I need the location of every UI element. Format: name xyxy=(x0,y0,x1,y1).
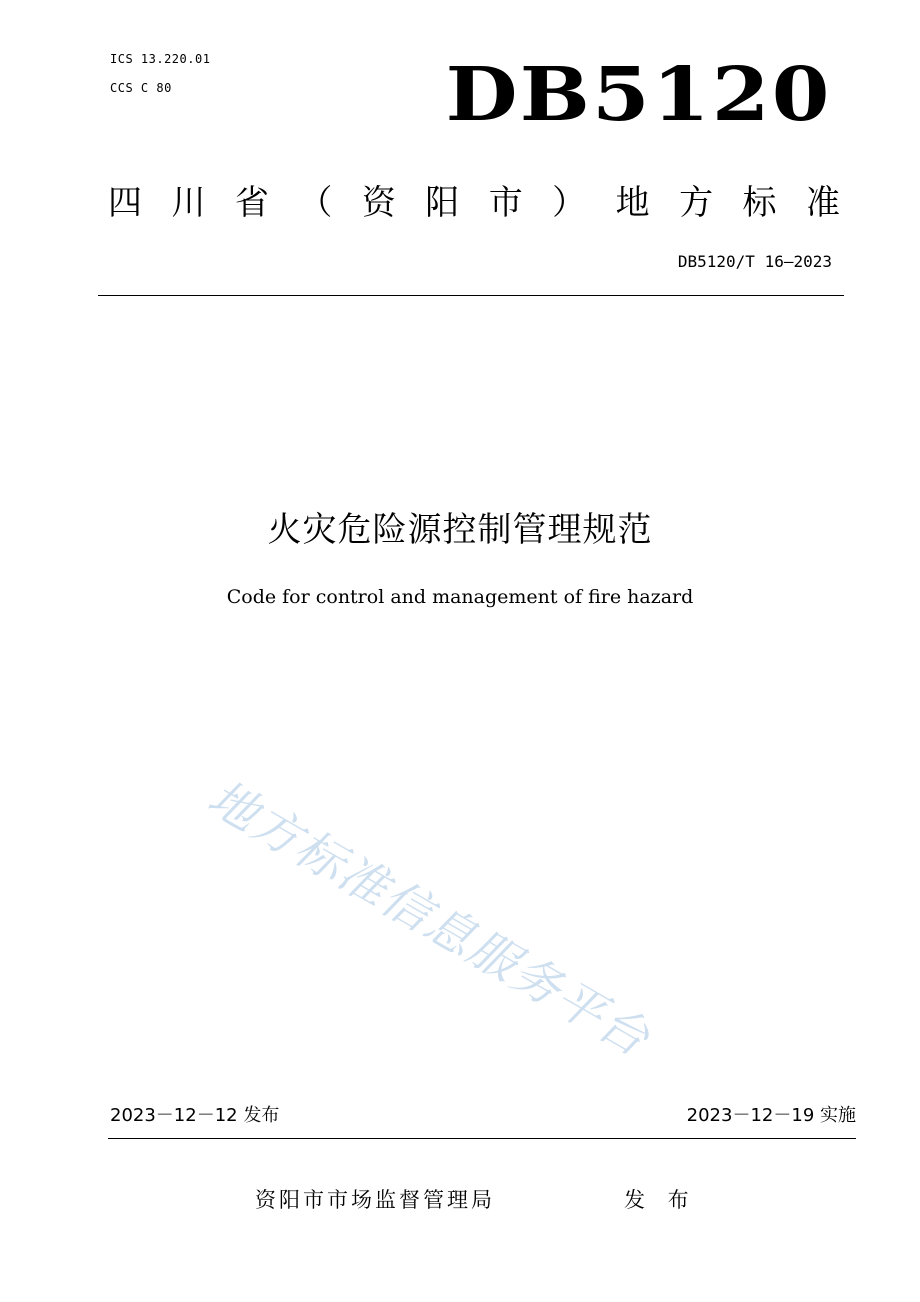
issue-action: 发 布 xyxy=(624,1188,697,1212)
top-divider xyxy=(98,295,844,296)
standard-type-char: 资 xyxy=(361,183,396,223)
ics-code: ICS 13.220.01 xyxy=(110,52,211,66)
ccs-code: CCS C 80 xyxy=(110,81,172,95)
standard-type-char: （ xyxy=(298,183,333,223)
standard-type-char: 阳 xyxy=(425,183,460,223)
standard-type xyxy=(108,178,840,228)
standard-type-char: 川 xyxy=(171,183,206,223)
standard-type-char: 方 xyxy=(679,183,714,223)
standard-mark: DB5120 xyxy=(445,52,832,138)
watermark: 地方标准信息服务平台 xyxy=(198,769,660,1069)
standard-type-char: 地 xyxy=(615,183,650,223)
standard-type-char: ） xyxy=(552,183,587,223)
standard-type-char: 市 xyxy=(488,183,523,223)
standard-number: DB5120/T 16—2023 xyxy=(677,252,832,271)
issuer-name: 资阳市市场监督管理局 xyxy=(255,1188,495,1212)
standard-type-char: 准 xyxy=(805,183,840,223)
bottom-divider xyxy=(108,1138,856,1139)
title-chinese: 火灾危险源控制管理规范 xyxy=(267,510,653,550)
implement-date: 2023－12－19 实施 xyxy=(686,1105,856,1126)
publish-date: 2023－12－12 发布 xyxy=(110,1105,280,1126)
standard-type-char: 省 xyxy=(234,183,269,223)
standard-type-char: 四 xyxy=(108,183,142,223)
title-english: Code for control and management of fire hazard xyxy=(226,586,694,608)
standard-type-char: 标 xyxy=(742,183,777,223)
